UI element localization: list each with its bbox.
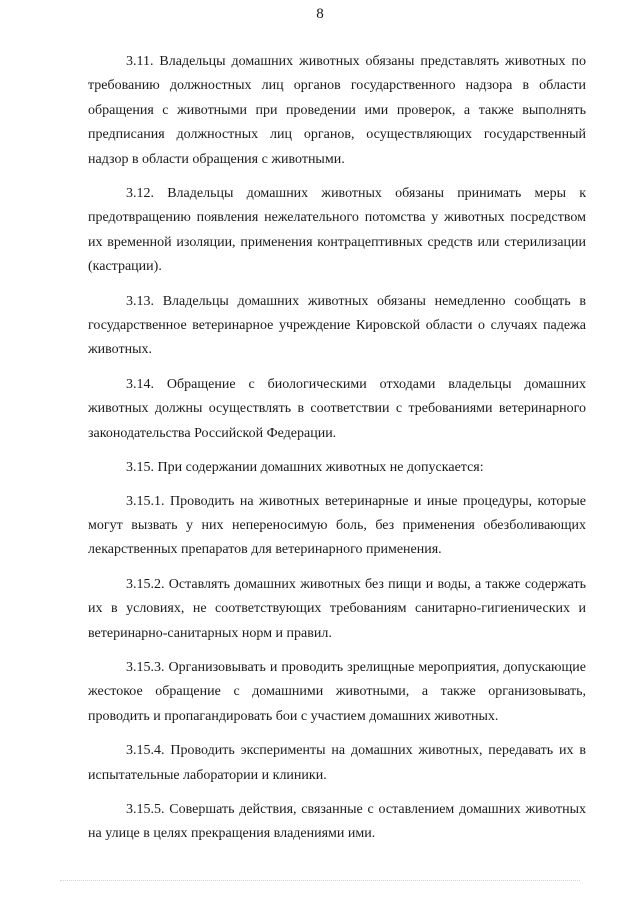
page-number: 8 [316,6,324,22]
paragraph-3-13: 3.13. Владельцы домашних животных обязаны немедленно сообщать в государственное ветеринарное учреждение Кировской области о случаях падежа животных. [88,293,586,358]
paragraph-3-15-4: 3.15.4. Проводить эксперименты на домашних животных, передавать их в испытательные лаборатории и клиники. [88,743,586,783]
paragraph-3-15-5: 3.15.5. Совершать действия, связанные с оставлением домашних животных на улице в целях прекращения владениями ими. [88,801,586,842]
document-body [88,50,586,857]
paragraph-3-11: 3.11. Владельцы домашних животных обязаны представлять животных по требованию должностных лиц органов государственного надзора в области обращения с животными при проведении ими проверок, а также выполнять предписания должностных лиц органов, осуществляющих государственный надзор в области обращения с животными. [88,54,586,167]
paragraph-3-14: 3.14. Обращение с биологическими отходами владельцы домашних животных должны осуществлять в соответствии с требованиями ветеринарного законодательства Российской Федерации. [88,376,586,441]
paragraph-3-15-3: 3.15.3. Организовывать и проводить зрелищные мероприятия, допускающие жестокое обращение с домашними животными, а также организовывать, проводить и пропагандировать бои с участием домашних животных. [88,659,586,724]
paragraph-3-15: 3.15. При содержании домашних животных не допускается: [126,460,484,476]
paragraph-3-15-2: 3.15.2. Оставлять домашних животных без пищи и воды, а также содержать их в условиях, не соответствующих требованиям санитарно-гигиенических и ветеринарно-санитарных норм и правил. [88,576,586,641]
scan-artifact-dots [60,880,580,887]
paragraph-3-12: 3.12. Владельцы домашних животных обязаны принимать меры к предотвращению появления нежелательного потомства у животных посредством их временной изоляции, применения контрацептивных средств или стерилизации (кастрации). [88,186,586,275]
paragraph-3-15-1: 3.15.1. Проводить на животных ветеринарные и иные процедуры, которые могут вызвать у них непереносимую боль, без применения обезболивающих лекарственных препаратов для ветеринарного применения. [88,493,586,558]
